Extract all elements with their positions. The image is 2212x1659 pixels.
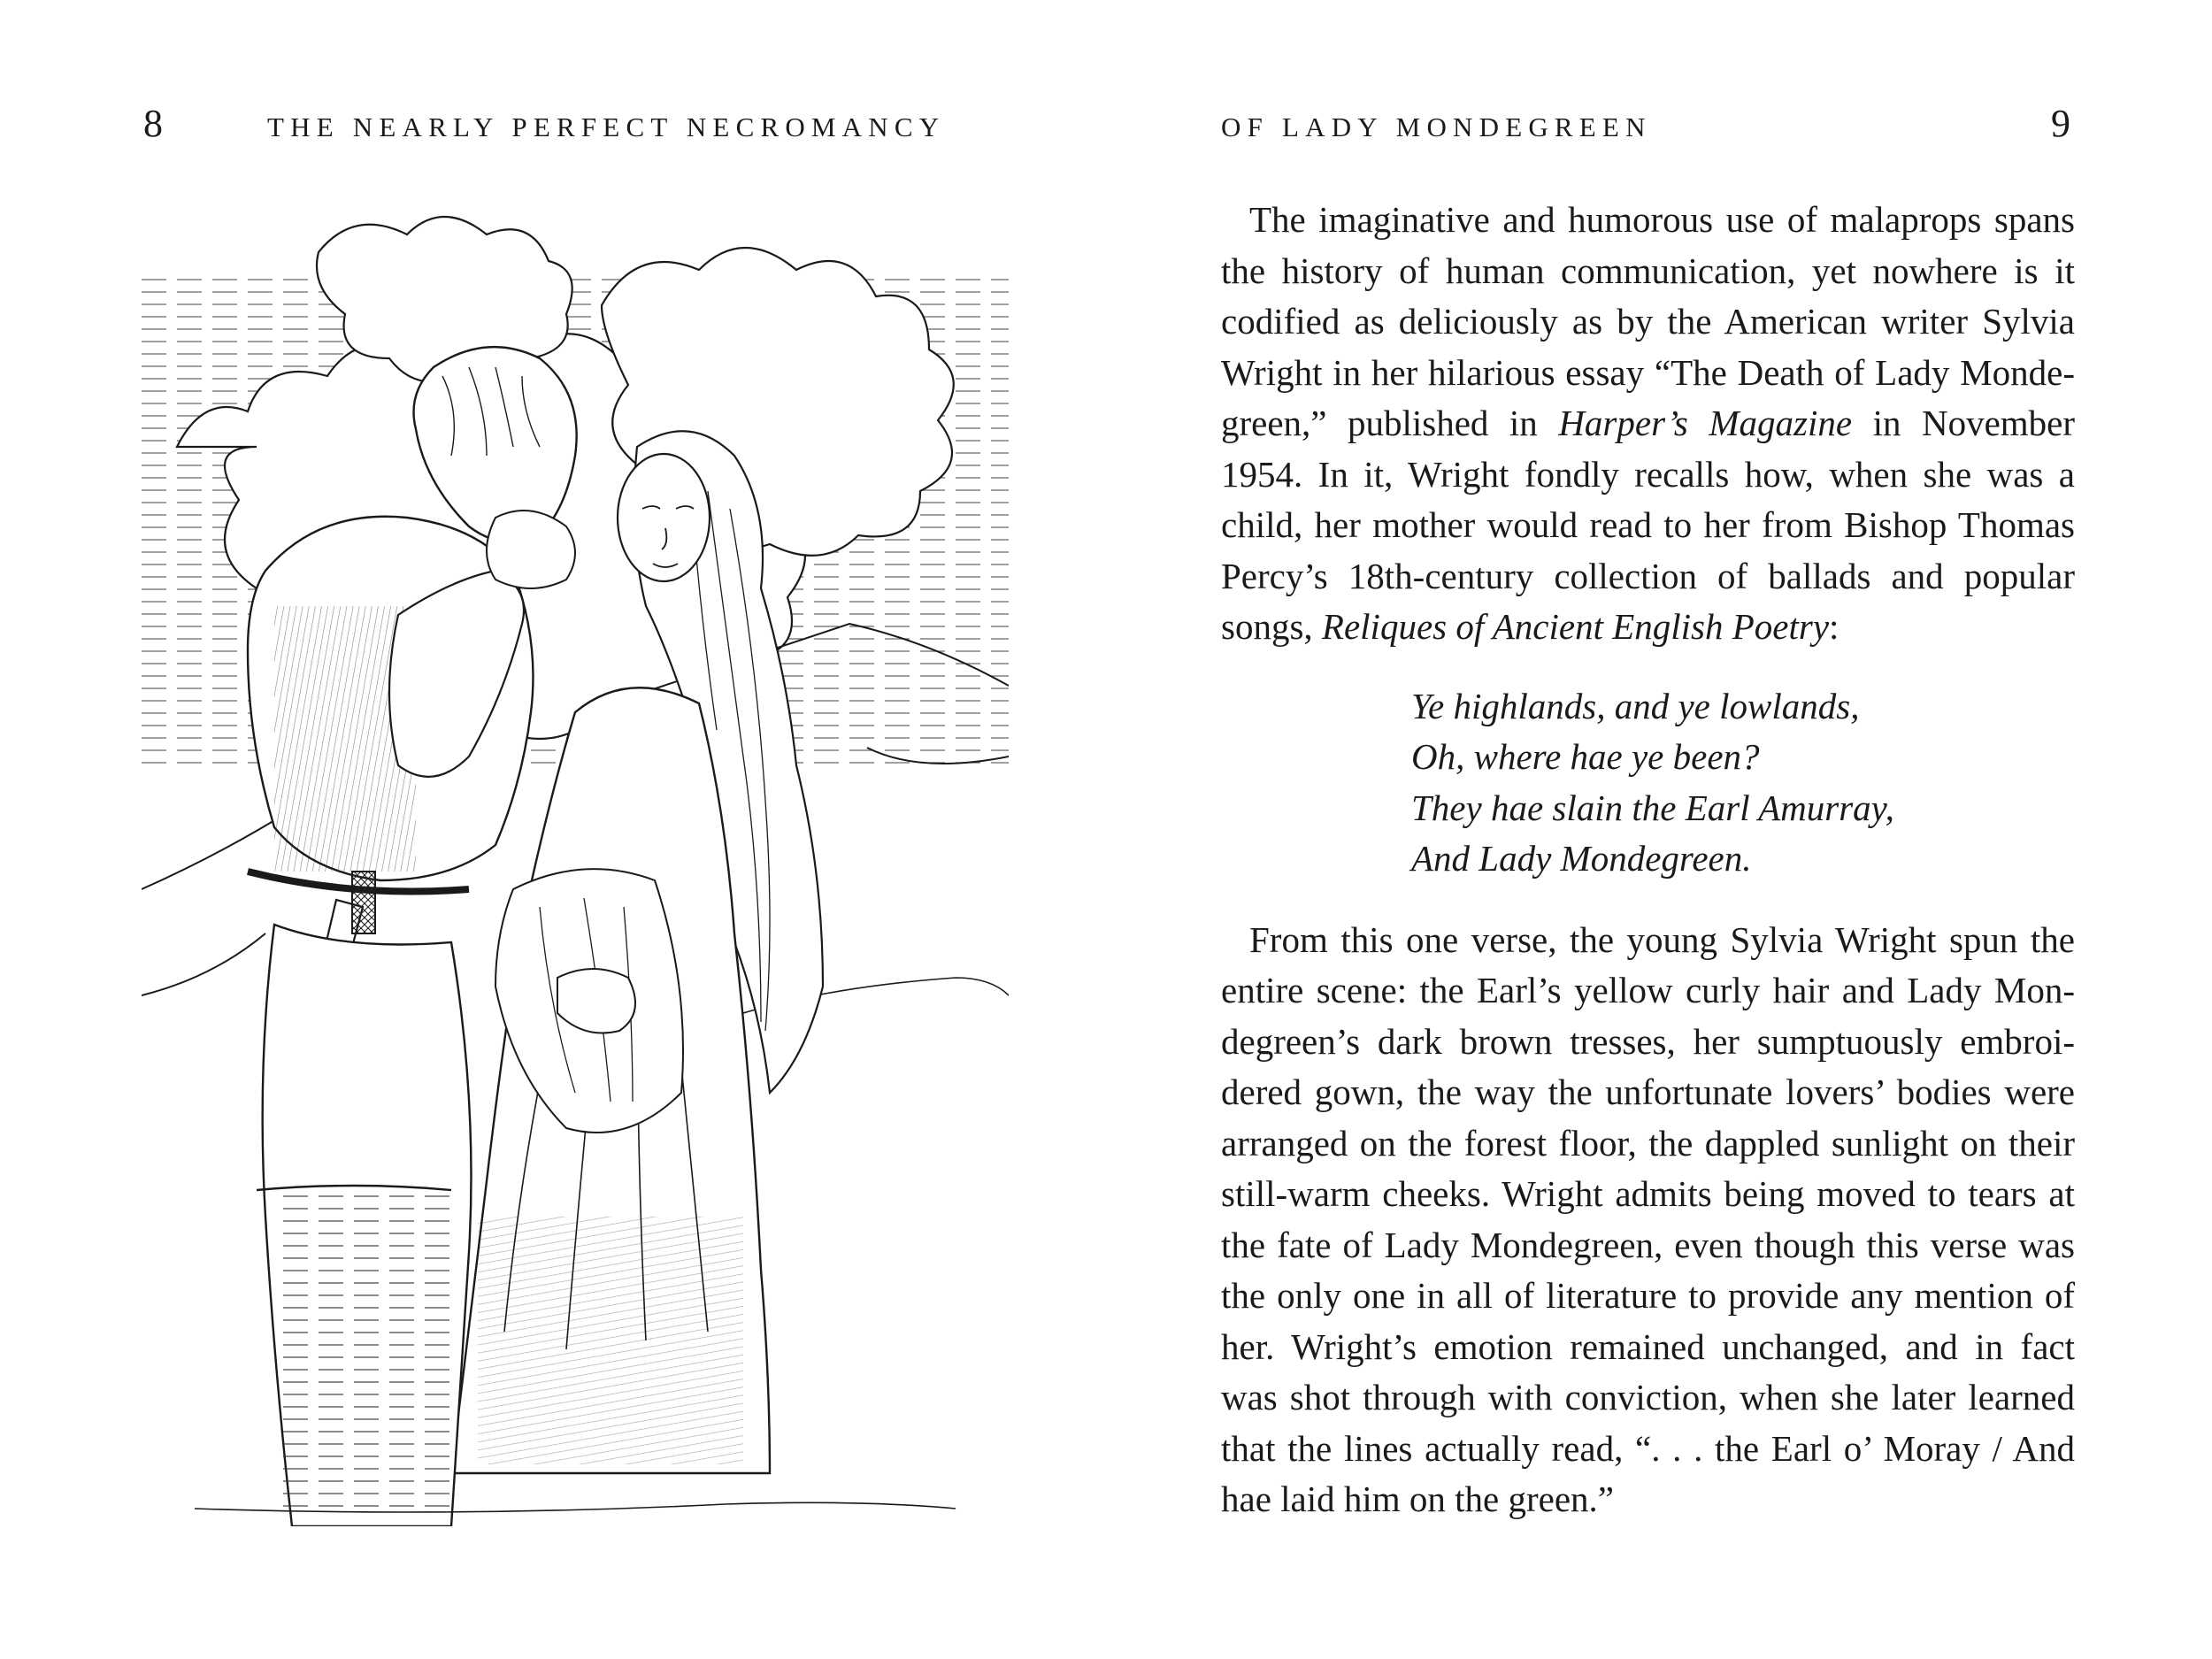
magazine-title: Harper’s Magazine	[1558, 403, 1853, 443]
body-text	[1221, 195, 2075, 1525]
right-page-number: 9	[2051, 102, 2070, 145]
verse-line: They hae slain the Earl Amurray,	[1411, 787, 1894, 828]
right-running-head: OF LADY MONDEGREEN	[1221, 111, 1652, 142]
paragraph-1-part-e: :	[1829, 606, 1839, 647]
paragraph-2: From this one verse, the young Sylvia Wright spun the entire scene: the Earl’s yellow curly hair and Lady Mondegreen’s dark brown tresses, her sumptuously embroidered gown, the way the unfortunate lovers’ bodies were arranged on the forest floor, the dappled sunlight on their still-warm cheeks. Wright admits being moved to tears at the fate of Lady Mondegreen, even though this verse was the only one in all of literature to provide any mention of her. Wright’s emotion remained unchanged, and in fact was shot through with conviction, when she later learned that the lines actually read, “. . . the Earl o’ Moray / And hae laid him on the green.”	[1221, 918, 2075, 1519]
paragraph-1	[1221, 195, 2075, 653]
woman-face	[618, 454, 710, 581]
ink-illustration-lovers	[142, 199, 1009, 1526]
verse-line: And Lady Mondegreen.	[1411, 838, 1752, 879]
left-running-head: THE NEARLY PERFECT NECROMANCY	[267, 111, 946, 142]
verse-line: Oh, where hae ye been?	[1411, 736, 1760, 777]
paragraph-1-part-c: in November 1954. In it, Wright fondly recalls how, when she was a child, her mother would read to her from Bishop Thomas Percy’s 18th-century collection of ballads and popular songs,	[1221, 403, 2076, 647]
ballad-verse	[1411, 681, 2075, 885]
illustration-svg	[142, 199, 1009, 1526]
verse-line: Ye highlands, and ye lowlands,	[1411, 685, 1860, 726]
paragraph-1-part-a: The imaginative and humorous use of malaprops spans the history of human communication, yet nowhere is it codified as deliciously as by the American writer Sylvia Wright in her hilarious essay “The Death of Lady Mondegreen,” published in	[1221, 199, 2075, 443]
book-title: Reliques of Ancient English Poetry	[1321, 606, 1830, 647]
left-page-number: 8	[143, 102, 163, 145]
